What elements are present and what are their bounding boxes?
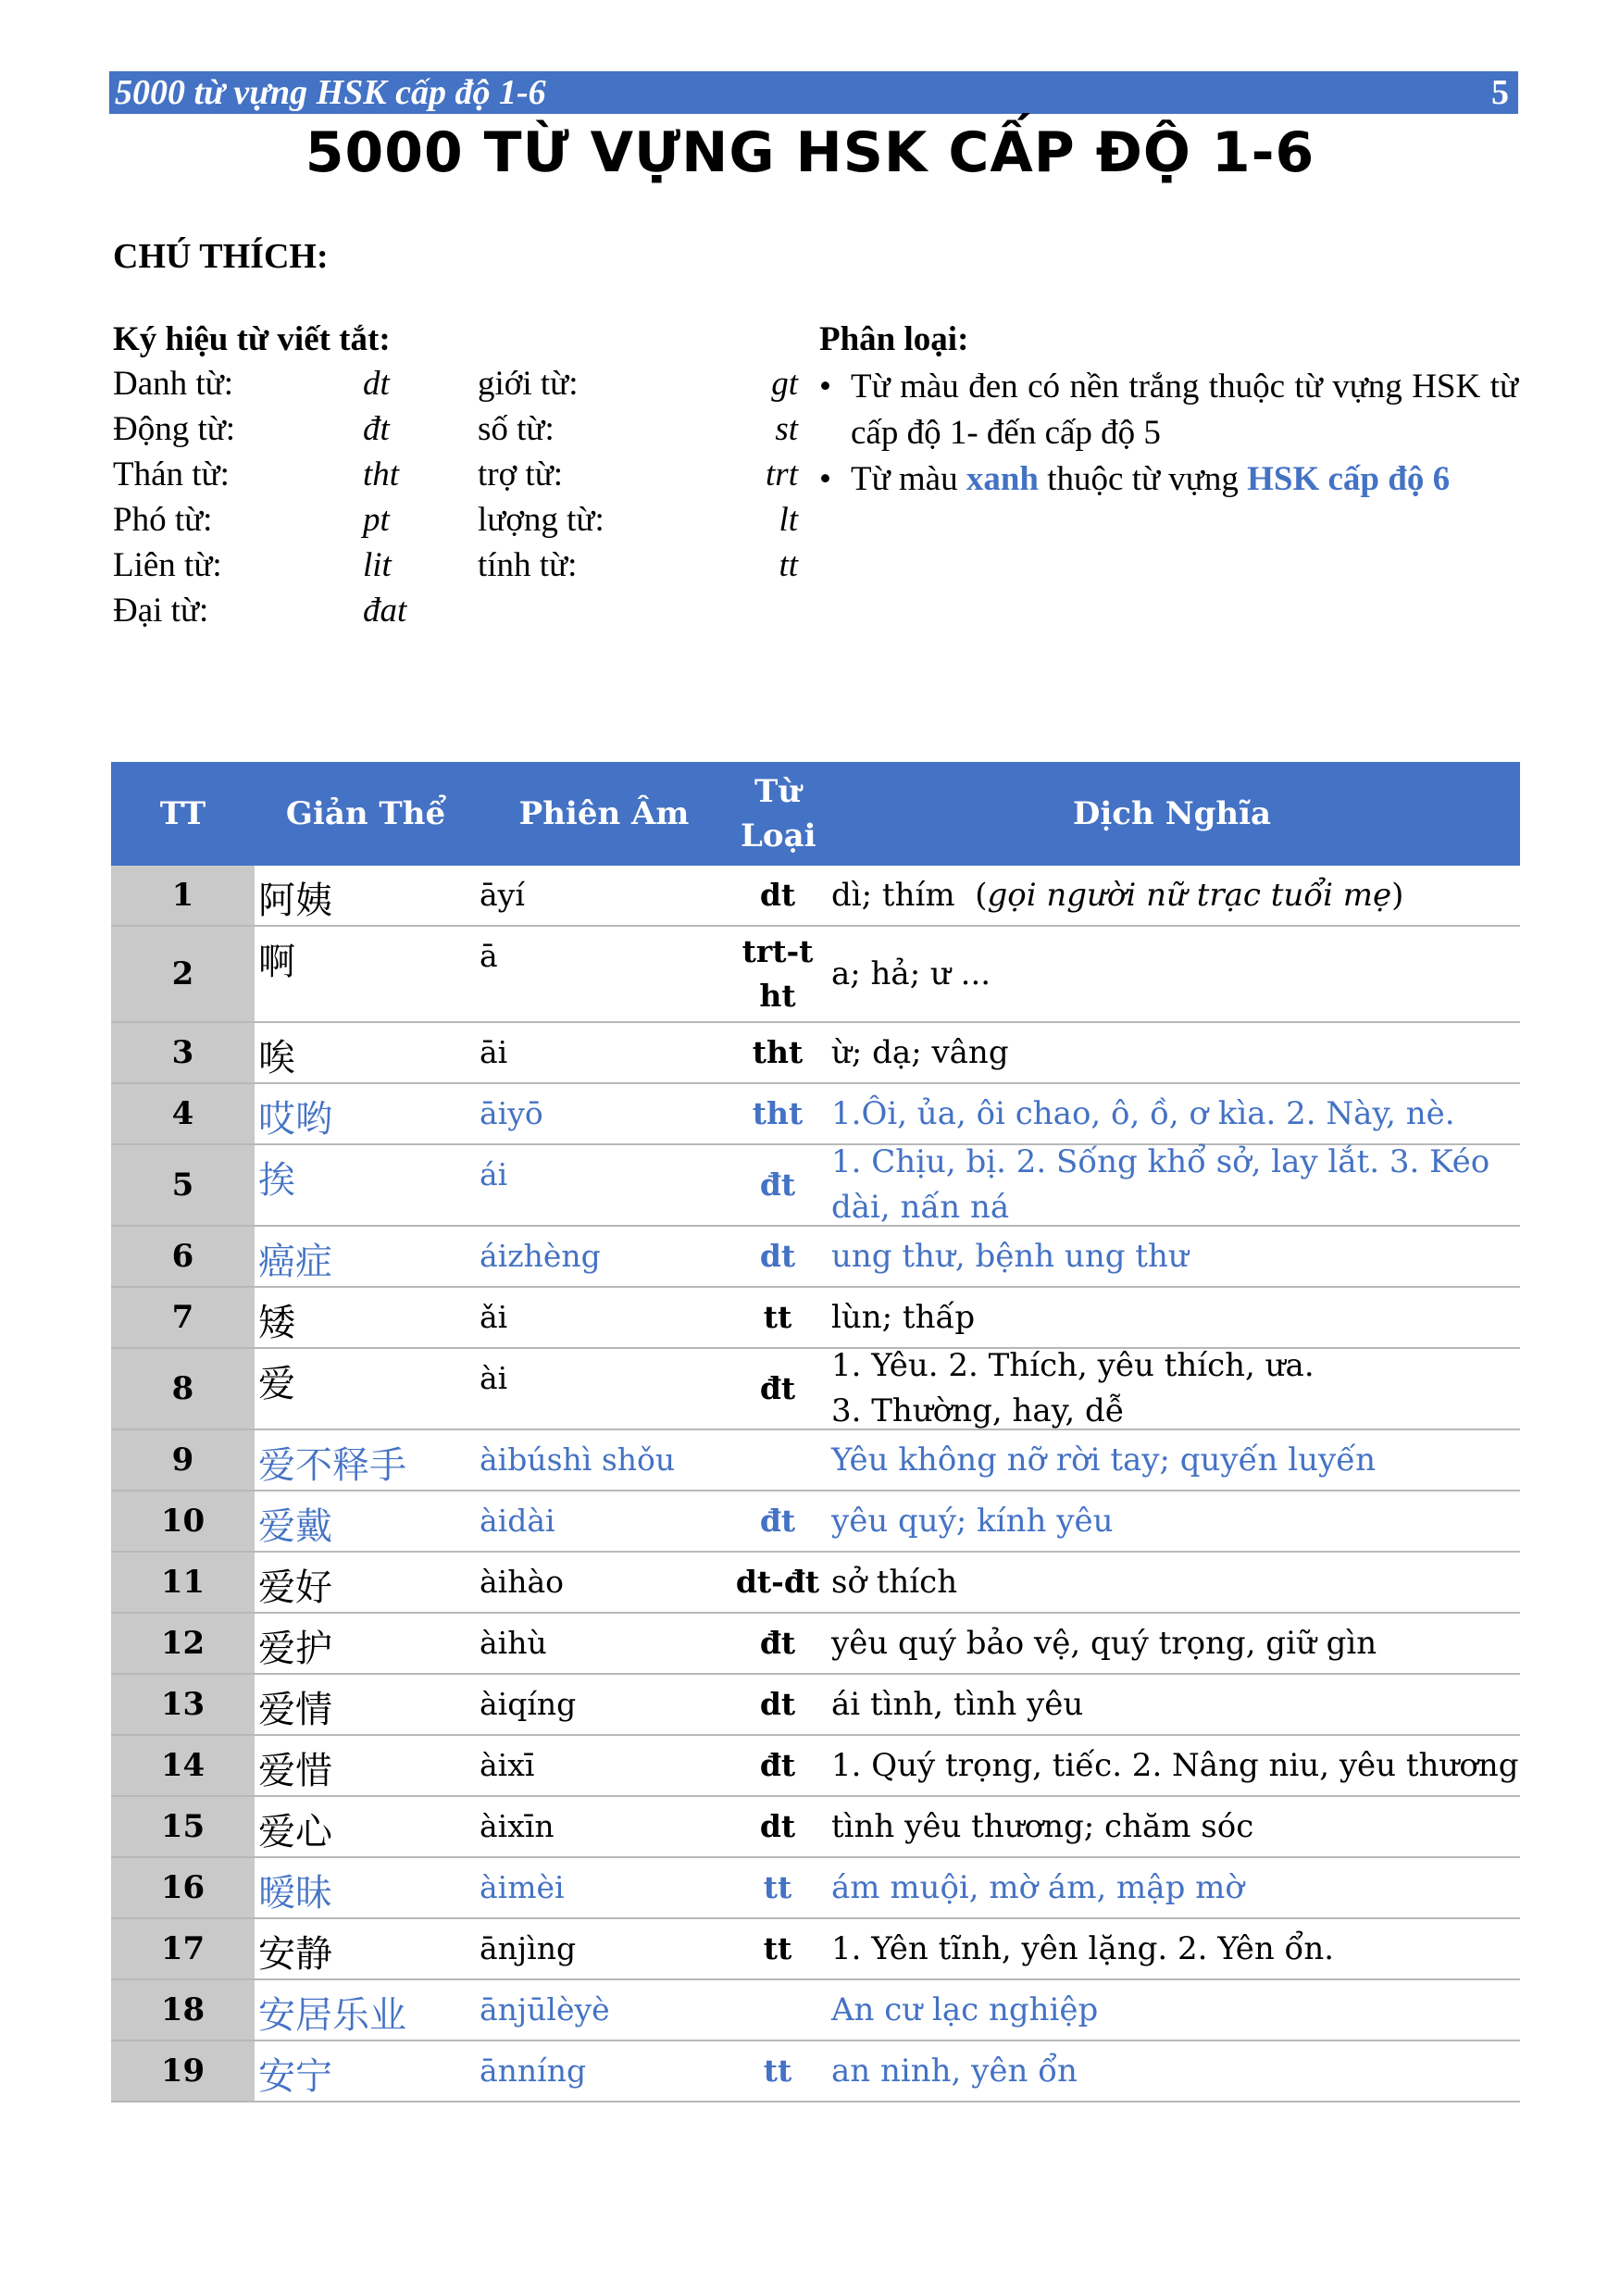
abbreviation-term: giới từ: [478,365,579,403]
abbreviation-row [113,455,798,500]
row-number: 4 [111,1084,255,1143]
table-row [111,2041,1520,2103]
classification-heading: Phân loại: [819,320,969,358]
column-header-pinyin: Phiên Âm [518,795,690,832]
simplified-chinese: 挨 [258,1159,295,1202]
word-type: tt [763,1299,792,1335]
page-number: 5 [1491,73,1509,112]
row-number: 14 [111,1736,255,1795]
word-type: dt-đt [735,1564,820,1600]
meaning: ừ; dạ; vâng [831,1033,1009,1071]
row-number: 11 [111,1553,255,1612]
abbreviation-heading: Ký hiệu từ viết tắt: [113,320,391,358]
simplified-chinese: 安宁 [258,2055,332,2098]
pinyin: ānjūlèyè [480,1991,610,2028]
abbreviation-term: Động từ: [113,410,236,448]
simplified-chinese: 爱惜 [258,1750,332,1792]
word-type: dt [759,877,796,913]
row-number: 17 [111,1919,255,1978]
abbreviation-term: lượng từ: [478,501,604,539]
word-type: đt [759,1625,796,1661]
table-row [111,1858,1520,1919]
abbreviation-term: tính từ: [478,546,578,584]
running-header-title: 5000 từ vựng HSK cấp độ 1-6 [115,73,546,112]
pinyin: àihào [480,1564,565,1600]
table-body [111,866,1520,2103]
word-type: tt [763,1869,792,1905]
meaning-note: gọi người nữ trạc tuổi mẹ [987,876,1392,914]
pinyin: ài [480,1360,508,1396]
row-number: 13 [111,1675,255,1734]
pinyin: àiqíng [480,1686,577,1722]
pinyin: àibúshì shǒu [480,1441,676,1478]
meaning: 1. Yêu. 2. Thích, yêu thích, ưa. 3. Thường, hay, dễ [831,1347,1315,1429]
row-number: 8 [111,1349,255,1429]
abbreviation-code: st [775,410,798,448]
meaning: Yêu không nỡ rời tay; quyến luyến [831,1441,1377,1479]
table-row [111,1919,1520,1980]
word-type: đt [759,1503,796,1539]
abbreviation-row [113,364,798,409]
pinyin: āyí [480,877,525,913]
table-row [111,927,1520,1023]
simplified-chinese: 哎哟 [258,1098,332,1141]
simplified-chinese: 安居乐业 [258,1994,406,2037]
simplified-chinese: 爱不释手 [258,1444,406,1487]
table-row [111,1084,1520,1145]
row-number: 16 [111,1858,255,1917]
pinyin: āiyō [480,1095,543,1131]
simplified-chinese: 矮 [258,1302,295,1344]
table-row [111,1288,1520,1349]
table-row [111,1023,1520,1084]
meaning: ái tình, tình yêu [831,1685,1084,1723]
column-header-word-type: Từ Loại [741,773,816,855]
row-number: 7 [111,1288,255,1347]
abbreviation-term: Thán từ: [113,455,230,493]
meaning: An cư lạc nghiệp [831,1990,1099,2028]
classification-bullet-text: Từ màu đen có nền trắng thuộc từ vựng HSK từ cấp độ 1- đến cấp độ 5 [851,368,1518,452]
word-type: trt-tht [741,933,814,1014]
simplified-chinese: 唉 [258,1037,295,1079]
meaning: dì; thím (gọi người nữ trạc tuổi mẹ) [831,876,1404,914]
meaning: a; hả; ư ... [831,955,991,992]
pinyin: ānníng [480,2053,587,2089]
abbreviation-code: đat [363,592,407,630]
classification-bullet-blue [819,456,1518,503]
word-type: đt [759,1370,796,1406]
abbreviation-row [113,409,798,455]
note-heading: CHÚ THÍCH: [113,237,329,276]
word-type: đt [759,1747,796,1783]
row-number: 6 [111,1227,255,1286]
table-row [111,1675,1520,1736]
column-header-simplified: Giản Thể [285,795,446,832]
table-row [111,1349,1520,1430]
meaning: 1. Quý trọng, tiếc. 2. Nâng niu, yêu thương [831,1746,1519,1784]
bullet-text-highlight: HSK cấp độ 6 [1247,460,1451,498]
table-row [111,1614,1520,1675]
table-row [111,1553,1520,1614]
bullet-text-part: Từ màu [851,460,966,498]
meaning: tình yêu thương; chăm sóc [831,1807,1254,1845]
word-type [731,1430,824,1490]
abbreviation-code: pt [363,501,390,539]
table-row [111,1227,1520,1288]
word-type: dt [759,1238,796,1274]
table-row [111,1491,1520,1553]
simplified-chinese: 爱心 [258,1811,332,1853]
table-row [111,1736,1520,1797]
classification-bullet-black [819,364,1518,456]
pinyin: àixīn [480,1808,555,1844]
pinyin: ānjìng [480,1930,577,1966]
bullet-icon: • [819,460,831,498]
word-type: đt [759,1167,796,1203]
row-number: 15 [111,1797,255,1856]
abbreviation-term: Liên từ: [113,546,222,584]
meaning: ung thư, bệnh ung thư [831,1237,1189,1275]
running-header [109,71,1518,114]
simplified-chinese: 爱好 [258,1566,332,1609]
meaning: yêu quý; kính yêu [831,1502,1114,1540]
simplified-chinese: 暧昧 [258,1872,332,1915]
pinyin: àixī [480,1747,535,1783]
abbreviation-code: tt [779,546,798,584]
row-number: 3 [111,1023,255,1082]
meaning: 1.Ôi, ủa, ôi chao, ô, ồ, ơ kìa. 2. Này, nè. [831,1094,1455,1132]
table-row [111,1980,1520,2041]
word-type: dt [759,1808,796,1844]
meaning: ám muội, mờ ám, mập mờ [831,1868,1244,1906]
abbreviation-row [113,500,798,545]
table-row [111,1430,1520,1491]
row-number: 5 [111,1145,255,1225]
abbreviation-code: trt [766,455,798,493]
simplified-chinese: 爱情 [258,1689,332,1731]
meaning: an ninh, yên ổn [831,2052,1078,2090]
abbreviation-term: Danh từ: [113,365,234,403]
meaning: sở thích [831,1563,958,1601]
simplified-chinese: 安静 [258,1933,332,1976]
abbreviation-row [113,545,798,591]
abbreviation-code: đt [363,410,390,448]
table-row [111,1145,1520,1227]
simplified-chinese: 啊 [258,941,295,983]
abbreviation-legend [113,319,798,636]
bullet-text-part: thuộc từ vựng [1039,460,1248,498]
word-type: dt [759,1686,796,1722]
abbreviation-code: tht [363,455,400,493]
abbreviation-rows [113,364,798,636]
meaning: 1. Yên tĩnh, yên lặng. 2. Yên ổn. [831,1929,1335,1967]
word-type: tht [752,1034,804,1070]
classification-legend [819,319,1518,503]
table-row [111,866,1520,927]
meaning: lùn; thấp [831,1298,976,1336]
column-header-index: TT [159,795,206,832]
row-number: 1 [111,866,255,925]
simplified-chinese: 爱戴 [258,1505,332,1548]
column-header-meaning: Dịch Nghĩa [1072,795,1272,832]
pinyin: àihù [480,1625,547,1661]
row-number: 10 [111,1491,255,1551]
bullet-text-highlight: xanh [966,460,1040,498]
abbreviation-term: Đại từ: [113,592,209,630]
table-header [111,762,1520,866]
pinyin: ái [480,1156,508,1192]
abbreviation-code: gt [771,365,798,403]
word-type: tt [763,1930,792,1966]
pinyin: ǎi [480,1299,508,1335]
vocabulary-table [111,762,1520,2103]
abbreviation-row [113,591,798,636]
row-number: 18 [111,1980,255,2040]
row-number: 19 [111,2041,255,2101]
pinyin: àidài [480,1503,555,1539]
table-row [111,1797,1520,1858]
abbreviation-code: dt [363,365,390,403]
pinyin: āi [480,1034,508,1070]
abbreviation-code: lt [779,501,798,539]
word-type [731,1980,824,2040]
row-number: 2 [111,927,255,1021]
meaning: yêu quý bảo vệ, quý trọng, giữ gìn [831,1624,1377,1662]
bullet-icon: • [819,368,831,406]
word-type: tt [763,2053,792,2089]
meaning: 1. Chịu, bị. 2. Sống khổ sở, lay lắt. 3. Kéo dài, nấn ná [831,1143,1490,1226]
simplified-chinese: 爱 [258,1363,295,1405]
abbreviation-code: lit [363,546,392,584]
simplified-chinese: 阿姨 [258,880,332,922]
simplified-chinese: 癌症 [258,1241,332,1283]
abbreviation-term: trợ từ: [478,455,564,493]
page-title: 5000 TỪ VỰNG HSK CẤP ĐỘ 1-6 [305,120,1315,185]
pinyin: àimèi [480,1869,565,1905]
word-type: tht [752,1095,804,1131]
row-number: 9 [111,1430,255,1490]
abbreviation-term: Phó từ: [113,501,213,539]
pinyin: ā [480,938,498,974]
simplified-chinese: 爱护 [258,1628,332,1670]
pinyin: áizhèng [480,1238,601,1274]
row-number: 12 [111,1614,255,1673]
abbreviation-term: số từ: [478,410,555,448]
